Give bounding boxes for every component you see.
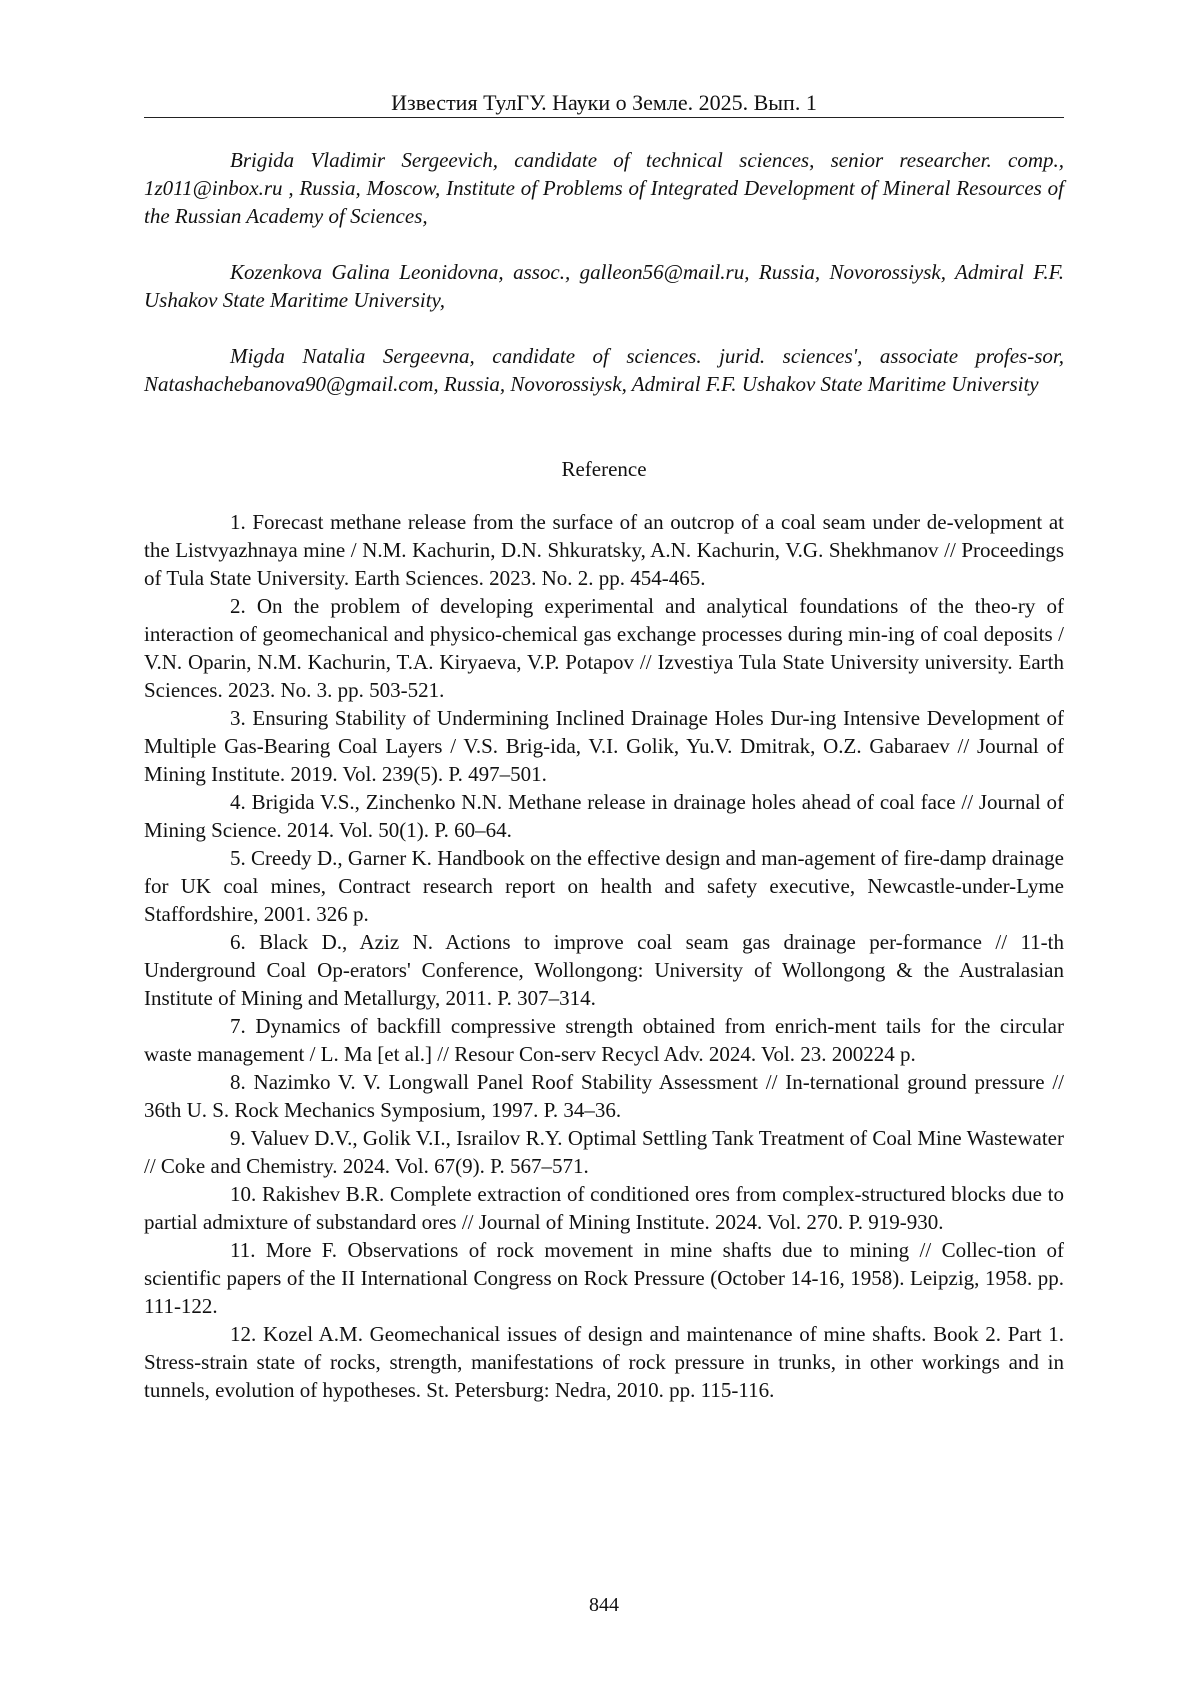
document-page (144, 0, 1064, 1697)
header-rule (144, 117, 1064, 118)
author-list (144, 146, 1064, 426)
running-header: Известия ТулГУ. Науки о Земле. 2025. Вып. 1 (391, 90, 817, 115)
reference-item: 9. Valuev D.V., Golik V.I., Israilov R.Y. Optimal Settling Tank Treatment of Coal Mine Wastewater // Coke and Chemistry. 2024. Vol. 67(9). P. 567–571. (144, 1126, 1064, 1178)
reference-item: 1. Forecast methane release from the surface of an outcrop of a coal seam under de-velopment at the Listvyazhnaya mine / N.M. Kachurin, D.N. Shkuratsky, A.N. Kachurin, V.G. Shekhmanov // Proceedings of Tula State University. Earth Sciences. 2023. No. 2. pp. 454-465. (144, 510, 1064, 590)
reference-item: 11. More F. Observations of rock movement in mine shafts due to mining // Collec-tion of scientific papers of the II International Congress on Rock Pressure (October 14-16, 1958). Leipzig, 1958. pp. 111-122. (144, 1238, 1064, 1318)
reference-heading: Reference (561, 457, 647, 481)
reference-item: 10. Rakishev B.R. Complete extraction of conditioned ores from complex-structured blocks due to partial admixture of substandard ores // Journal of Mining Institute. 2024. Vol. 270. P. 919-930. (144, 1182, 1064, 1234)
reference-list (144, 508, 1064, 1404)
reference-item: 7. Dynamics of backfill compressive strength obtained from enrich-ment tails for the circular waste management / L. Ma [et al.] // Resour Con-serv Recycl Adv. 2024. Vol. 23. 200224 p. (144, 1014, 1064, 1066)
reference-item: 6. Black D., Aziz N. Actions to improve coal seam gas drainage per-formance // 11-th Underground Coal Op-erators' Conference, Wollongong: University of Wollongong & the Australasian Institute of Mining and Metallurgy, 2011. P. 307–314. (144, 930, 1064, 1010)
author-entry: Brigida Vladimir Sergeevich, candidate of technical sciences, senior researcher. comp., 1z011@inbox.ru , Russia, Moscow, Institute of Problems of Integrated Development of Mineral Resources of the Russian Academy of Sciences, (144, 148, 1064, 228)
reference-item: 12. Kozel A.M. Geomechanical issues of design and maintenance of mine shafts. Book 2. Part 1. Stress-strain state of rocks, strength, manifestations of rock pressure in trunks, in other workings and in tunnels, evolution of hypotheses. St. Petersburg: Nedra, 2010. pp. 115-116. (144, 1322, 1064, 1402)
reference-item: 2. On the problem of developing experimental and analytical foundations of the theo-ry of interaction of geomechanical and physico-chemical gas exchange processes during min-ing of coal deposits / V.N. Oparin, N.M. Kachurin, T.A. Kiryaeva, V.P. Potapov // Izvestiya Tula State University university. Earth Sciences. 2023. No. 3. pp. 503-521. (144, 594, 1064, 702)
author-entry: Kozenkova Galina Leonidovna, assoc., galleon56@mail.ru, Russia, Novorossiysk, Admiral F.F. Ushakov State Maritime University, (144, 260, 1064, 312)
reference-item: 4. Brigida V.S., Zinchenko N.N. Methane release in drainage holes ahead of coal face // Journal of Mining Science. 2014. Vol. 50(1). P. 60–64. (144, 790, 1064, 842)
reference-item: 3. Ensuring Stability of Undermining Inclined Drainage Holes Dur-ing Intensive Development of Multiple Gas-Bearing Coal Layers / V.S. Brig-ida, V.I. Golik, Yu.V. Dmitrak, O.Z. Gabaraev // Journal of Mining Institute. 2019. Vol. 239(5). P. 497–501. (144, 706, 1064, 786)
reference-item: 5. Creedy D., Garner K. Handbook on the effective design and man-agement of fire-damp drainage for UK coal mines, Contract research report on health and safety executive, Newcastle-under-Lyme Staffordshire, 2001. 326 p. (144, 846, 1064, 926)
reference-item: 8. Nazimko V. V. Longwall Panel Roof Stability Assessment // In-ternational ground pressure // 36th U. S. Rock Mechanics Symposium, 1997. P. 34–36. (144, 1070, 1064, 1122)
page-number: 844 (589, 1594, 619, 1616)
author-entry: Migda Natalia Sergeevna, candidate of sciences. jurid. sciences', associate profes-sor, Natashachebanova90@gmail.com, Russia, Novorossiysk, Admiral F.F. Ushakov State Maritime University (144, 344, 1064, 396)
